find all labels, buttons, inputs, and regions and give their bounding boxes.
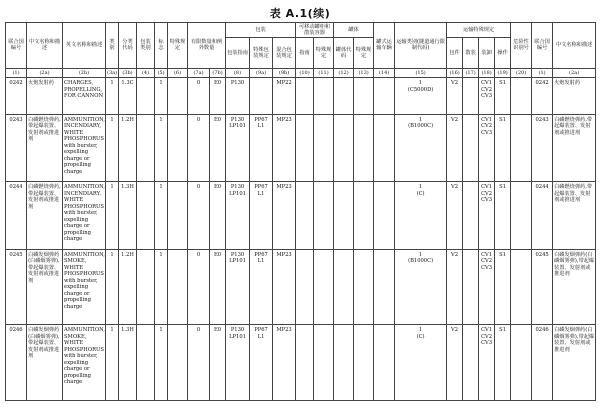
header-tank-special-provisions: 特殊规定 — [354, 38, 374, 69]
cell-pt-instructions — [296, 114, 314, 181]
tunnel-code: (C) — [416, 333, 425, 340]
cell-special-provisions — [168, 114, 188, 181]
cell-en-name: AMMUNITION, SMOKE, WHITE PHOSPHORUS with burster, expelling charge or propelling charge — [63, 325, 106, 401]
cell-sp-operation: S1 — [495, 114, 511, 181]
cell-sp-bulk — [463, 249, 479, 325]
cell-sp-operation: S1 — [495, 182, 511, 249]
table-title: 表 A.1(续) — [269, 7, 331, 20]
cell-packing-instructions: P130 LP101 — [226, 114, 250, 181]
cell-packing-group — [137, 249, 155, 325]
cell-tank-special-provisions — [354, 249, 374, 325]
column-number: (16) — [447, 68, 463, 77]
cell-packing-group — [137, 325, 155, 401]
column-number: (4) — [137, 68, 155, 77]
cell-sp-bulk — [463, 78, 479, 115]
cell-packing-group — [137, 114, 155, 181]
cell-hazard-id — [511, 114, 532, 181]
cell-cn-name: 白磷燃烧弹药,带起爆装置、发射剂或推进剂 — [27, 114, 63, 181]
cell-special-provisions — [168, 325, 188, 401]
cell-sp-bulk — [463, 325, 479, 401]
header-sp-operation: 操作 — [495, 38, 511, 69]
header-packing-instructions: 包装指南 — [226, 38, 250, 69]
cell-cn-name: 白磷发烟弹药(白磷烟雾弹),带起爆装置、发射剂或推进剂 — [27, 325, 63, 401]
transport-category-value: 1 — [418, 251, 423, 258]
cell-labels: 1 — [155, 249, 168, 325]
column-number: (2a) — [553, 68, 596, 77]
header-un-no: 联合国编号 — [6, 23, 27, 69]
cell-labels: 1 — [155, 182, 168, 249]
cell-special-packing-provisions — [250, 78, 273, 115]
cell-pt-special-provisions — [314, 249, 334, 325]
cell-en-name: AMMUNITION, SMOKE, WHITE PHOSPHORUS with burster, expelling charge or propelling charge — [63, 249, 106, 325]
column-number: (13) — [354, 68, 374, 77]
column-number: (15) — [395, 68, 447, 77]
cell-cn-name-right: 白磷燃烧弹药,带起爆装置、发射剂或推进剂 — [553, 182, 596, 249]
cell-limited-qty: 0 — [188, 182, 210, 249]
cell-transport-category — [395, 249, 447, 325]
cell-pt-instructions — [296, 325, 314, 401]
header-en-name: 英文名称和描述 — [63, 23, 106, 69]
header-transport-category: 运输类别(隧道通行限制代码) — [395, 23, 447, 69]
cell-class: 1 — [106, 78, 119, 115]
cell-sp-packages: V2 — [447, 325, 463, 401]
header-portable-tanks: 可移动罐柜和散装容器 — [296, 23, 334, 38]
table-row — [6, 325, 596, 401]
cell-sp-loading: CV1 CV2 CV3 — [479, 182, 495, 249]
column-number: (2b) — [63, 68, 106, 77]
cell-tank-special-provisions — [354, 78, 374, 115]
tunnel-code: (B1000C) — [408, 123, 434, 130]
cell-special-packing-provisions: PP67 L1 — [250, 182, 273, 249]
column-number: (19) — [495, 68, 511, 77]
column-number: (9b) — [273, 68, 296, 77]
cell-sp-loading: CV1 CV2 CV3 — [479, 114, 495, 181]
cell-un-no: 0245 — [6, 249, 27, 325]
column-number: (8) — [226, 68, 250, 77]
cell-limited-qty: 0 — [188, 325, 210, 401]
cell-labels: 1 — [155, 325, 168, 401]
cell-class: 1 — [106, 325, 119, 401]
cell-en-name: AMMUNITION, INCENDIARY, WHITE PHOSPHORUS with burster, expelling charge or propelling charge — [63, 182, 106, 249]
column-number: (1) — [532, 68, 553, 77]
cell-un-no: 0244 — [6, 182, 27, 249]
header-vehicle-for-tank: 罐式运输车辆 — [374, 23, 395, 69]
cell-cn-name-right: 白磷燃烧弹药,带起爆装置、发射剂或推进剂 — [553, 114, 596, 181]
cell-sp-bulk — [463, 114, 479, 181]
cell-sp-operation: S1 — [495, 249, 511, 325]
column-number: (1) — [6, 68, 27, 77]
cell-vehicle-for-tank — [374, 182, 395, 249]
table-row — [6, 182, 596, 249]
cell-un-no-right: 0243 — [532, 114, 553, 181]
cell-special-packing-provisions: PP67 L1 — [250, 249, 273, 325]
tunnel-code: (B1000C) — [408, 258, 434, 265]
cell-sp-packages: V2 — [447, 114, 463, 181]
cell-vehicle-for-tank — [374, 249, 395, 325]
table-row — [6, 114, 596, 181]
cell-cn-name-right: 白磷发烟弹药(白磷烟雾弹),带起爆装置、发射剂或推进剂 — [553, 249, 596, 325]
cell-packing-instructions: P130 LP101 — [226, 325, 250, 401]
header-cn-name: 中文名称和描述 — [27, 23, 63, 69]
header-special-provisions: 特殊规定 — [168, 23, 188, 69]
cell-mixed-packing-provisions: MP23 — [273, 325, 296, 401]
cell-mixed-packing-provisions: MP22 — [273, 78, 296, 115]
transport-category-value: 1 — [418, 327, 423, 334]
cell-class: 1 — [106, 114, 119, 181]
header-cn-name-right: 中文名称和描述 — [553, 23, 596, 69]
cell-sp-packages: V2 — [447, 249, 463, 325]
cell-en-name: CHARGES, PROPELLING, FOR CANNON — [63, 78, 106, 115]
cell-pt-instructions — [296, 78, 314, 115]
header-packing-group: 包装类别 — [137, 23, 155, 69]
cell-sp-operation: S1 — [495, 325, 511, 401]
column-number: (9a) — [250, 68, 273, 77]
cell-transport-category — [395, 325, 447, 401]
header-pt-special-provisions: 特殊规定 — [314, 38, 334, 69]
cell-special-provisions — [168, 78, 188, 115]
cell-pt-instructions — [296, 182, 314, 249]
cell-class: 1 — [106, 182, 119, 249]
column-number: (17) — [463, 68, 479, 77]
cell-tank-code — [334, 325, 354, 401]
cell-tank-special-provisions — [354, 182, 374, 249]
cell-excepted-qty: E0 — [210, 114, 226, 181]
cell-sp-operation: S1 — [495, 78, 511, 115]
header-sp-loading: 装卸 — [479, 38, 495, 69]
column-number: (3a) — [107, 69, 118, 76]
cell-hazard-id — [511, 182, 532, 249]
header-classification-code: 分类代码 — [119, 23, 137, 69]
cell-limited-qty: 0 — [188, 114, 210, 181]
table-row — [6, 78, 596, 115]
cell-cn-name: 白磷燃烧弹药,带起爆装置、发射剂或推进剂 — [27, 182, 63, 249]
cell-classification-code: 1.2H — [119, 114, 137, 181]
cell-packing-instructions: P130 LP101 — [226, 249, 250, 325]
cell-vehicle-for-tank — [374, 325, 395, 401]
cell-cn-name: 白磷发烟弹药(白磷烟雾弹),带起爆装置、发射剂或推进剂 — [27, 249, 63, 325]
column-number: (2a) — [27, 68, 63, 77]
cell-special-provisions — [168, 182, 188, 249]
cell-classification-code: 1.2H — [119, 249, 137, 325]
header-special-packing-provisions: 特殊包装规定 — [250, 38, 273, 69]
cell-pt-special-provisions — [314, 114, 334, 181]
cell-excepted-qty: E0 — [210, 78, 226, 115]
header-un-no-right: 联合国编号 — [532, 23, 553, 69]
dangerous-goods-table — [5, 22, 596, 401]
cell-cn-name-right: 白磷发烟弹药(白磷烟雾弹),带起爆装置、发射剂或推进剂 — [553, 325, 596, 401]
cell-vehicle-for-tank — [374, 78, 395, 115]
cell-sp-bulk — [463, 182, 479, 249]
column-number: (10) — [296, 68, 314, 77]
cell-sp-packages: V2 — [447, 78, 463, 115]
column-number: (11) — [314, 68, 334, 77]
column-number: (6) — [168, 68, 188, 77]
transport-category-value: 1 — [418, 80, 423, 87]
cell-transport-category — [395, 78, 447, 115]
cell-mixed-packing-provisions: MP23 — [273, 249, 296, 325]
header-special-transport: 运输特殊规定 — [447, 23, 511, 38]
header-sp-bulk: 散装 — [463, 38, 479, 69]
column-number: (7b) — [210, 68, 226, 77]
cell-un-no-right: 0246 — [532, 325, 553, 401]
cell-tank-special-provisions — [354, 114, 374, 181]
cell-en-name: AMMUNITION, INCENDIARY, WHITE PHOSPHORUS with burster, expelling charge or propelling charge — [63, 114, 106, 181]
cell-classification-code: 1.3C — [119, 78, 137, 115]
cell-excepted-qty: E0 — [210, 325, 226, 401]
cell-transport-category — [395, 114, 447, 181]
cell-un-no-right: 0242 — [532, 78, 553, 115]
cell-tank-code — [334, 114, 354, 181]
cell-classification-code: 1.3H — [119, 182, 137, 249]
cell-limited-qty: 0 — [188, 78, 210, 115]
header-hazard-id: 危险性识别号 — [511, 23, 532, 69]
cell-mixed-packing-provisions: MP23 — [273, 182, 296, 249]
cell-un-no: 0242 — [6, 78, 27, 115]
cell-cn-name-right: 火炮发射药 — [553, 78, 596, 115]
cell-sp-packages: V2 — [447, 182, 463, 249]
cell-hazard-id — [511, 78, 532, 115]
header-mixed-packing-provisions: 混合包装规定 — [273, 38, 296, 69]
tunnel-code: (C5000D) — [407, 86, 434, 93]
cell-cn-name: 火炮发射药 — [27, 78, 63, 115]
column-number: (3b) — [119, 68, 137, 77]
column-number: (20) — [511, 68, 532, 77]
header-packaging: 包装 — [226, 23, 296, 38]
cell-excepted-qty: E0 — [210, 182, 226, 249]
header-class: 类别 — [106, 23, 119, 69]
tunnel-code: (C) — [416, 190, 425, 197]
cell-tank-code — [334, 182, 354, 249]
header-tank-code: 罐体代码 — [334, 38, 354, 69]
cell-tank-code — [334, 78, 354, 115]
cell-sp-loading: CV1 CV2 CV3 — [479, 249, 495, 325]
cell-packing-group — [137, 78, 155, 115]
cell-sp-loading: CV1 CV2 CV3 — [479, 325, 495, 401]
cell-packing-instructions: P130 — [226, 78, 250, 115]
column-number: (5) — [155, 68, 168, 77]
transport-category-value: 1 — [418, 184, 423, 191]
cell-special-packing-provisions: PP67 L1 — [250, 325, 273, 401]
transport-category-value: 1 — [418, 116, 423, 123]
cell-pt-special-provisions — [314, 325, 334, 401]
header-tanks: 罐体 — [334, 23, 374, 38]
cell-transport-category — [395, 182, 447, 249]
header-limited-excepted: 有限数量和例外数量 — [188, 23, 226, 69]
cell-limited-qty: 0 — [188, 249, 210, 325]
table-row — [6, 249, 596, 325]
cell-packing-group — [137, 182, 155, 249]
header-sp-packages: 包件 — [447, 38, 463, 69]
cell-classification-code: 1.3H — [119, 325, 137, 401]
column-number: (14) — [374, 68, 395, 77]
cell-pt-special-provisions — [314, 182, 334, 249]
cell-special-packing-provisions: PP67 L1 — [250, 114, 273, 181]
cell-sp-loading: CV1 CV2 CV3 — [479, 78, 495, 115]
cell-un-no: 0243 — [6, 114, 27, 181]
cell-tank-code — [334, 249, 354, 325]
column-number: (18) — [479, 68, 495, 77]
cell-packing-instructions: P130 LP101 — [226, 182, 250, 249]
cell-un-no: 0246 — [6, 325, 27, 401]
cell-tank-special-provisions — [354, 325, 374, 401]
cell-pt-special-provisions — [314, 78, 334, 115]
cell-excepted-qty: E0 — [210, 249, 226, 325]
header-labels: 标志 — [155, 23, 168, 69]
cell-vehicle-for-tank — [374, 114, 395, 181]
cell-class: 1 — [106, 249, 119, 325]
cell-hazard-id — [511, 249, 532, 325]
cell-labels: 1 — [155, 78, 168, 115]
cell-hazard-id — [511, 325, 532, 401]
column-number: (7a) — [188, 68, 210, 77]
cell-un-no-right: 0245 — [532, 249, 553, 325]
cell-mixed-packing-provisions: MP23 — [273, 114, 296, 181]
cell-pt-instructions — [296, 249, 314, 325]
cell-labels: 1 — [155, 114, 168, 181]
header-pt-instructions: 指南 — [296, 38, 314, 69]
cell-special-provisions — [168, 249, 188, 325]
column-number: (12) — [334, 68, 354, 77]
cell-un-no-right: 0244 — [532, 182, 553, 249]
